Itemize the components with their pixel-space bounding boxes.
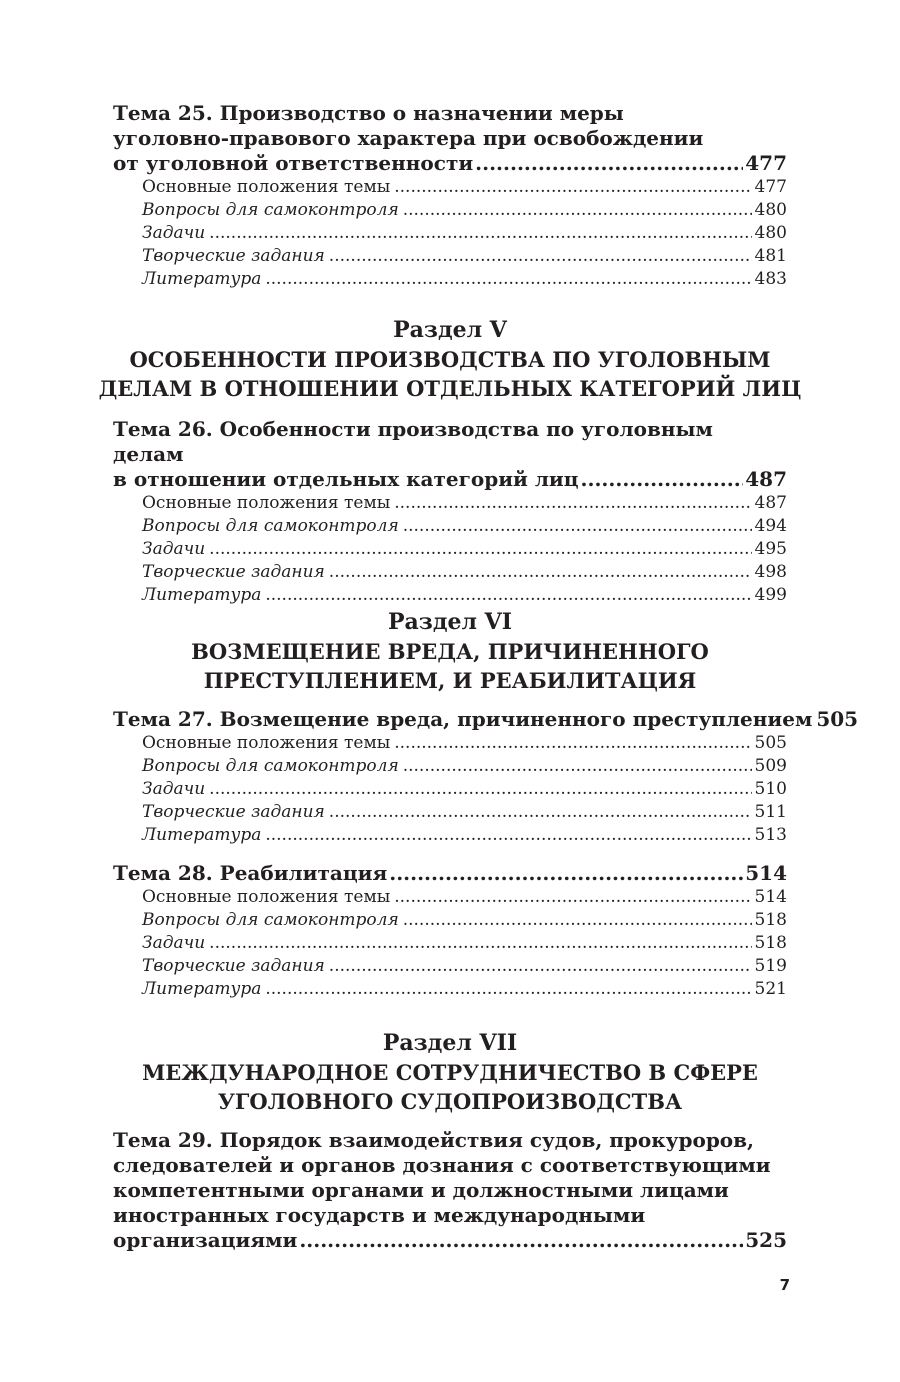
topic-page-number: 514 [745, 861, 787, 885]
section-number: Раздел V [393, 317, 507, 343]
entry-label: Творческие задания [142, 956, 325, 976]
topic-title-line: компетентными органами и должностными лицами [113, 1178, 729, 1202]
toc-entry [113, 932, 787, 955]
toc-entry [113, 199, 787, 222]
entry-page: 514 [754, 887, 787, 907]
section-title-line: ПРЕСТУПЛЕНИЕМ, И РЕАБИЛИТАЦИЯ [203, 668, 697, 693]
section-title-line: УГОЛОВНОГО СУДОПРОИЗВОДСТВА [217, 1089, 683, 1114]
page-number: 7 [779, 1276, 790, 1294]
entry-page: 509 [754, 756, 787, 776]
topic-25 [113, 101, 787, 291]
entry-label: Литература [142, 269, 262, 289]
section-number: Раздел VI [387, 609, 513, 635]
dot-leader [403, 515, 752, 538]
topic-page-number: 505 [816, 707, 859, 731]
dot-leader [403, 199, 752, 222]
topic-title-line: иностранных государств и международными [113, 1203, 646, 1227]
entry-label: Вопросы для самоконтроля [142, 910, 399, 930]
section-title-line: ДЕЛАМ В ОТНОШЕНИИ ОТДЕЛЬНЫХ КАТЕГОРИЙ ЛИЦ [98, 376, 802, 401]
entry-page: 505 [754, 733, 787, 753]
dot-leader [329, 801, 752, 824]
topic-page-number: 487 [745, 467, 787, 491]
topic-28 [113, 861, 787, 1001]
entry-page: 487 [754, 493, 787, 513]
entry-page: 521 [754, 979, 787, 999]
entry-page: 519 [754, 956, 787, 976]
topic-title [113, 861, 787, 886]
dot-leader [265, 978, 751, 1001]
entry-page: 494 [754, 516, 787, 536]
toc-entry [113, 222, 787, 245]
entry-page: 498 [754, 562, 787, 582]
topic-title-line: Тема 29. Порядок взаимодействия судов, прокуроров, [113, 1128, 755, 1152]
section-6-heading [80, 608, 820, 695]
entry-label: Творческие задания [142, 562, 325, 582]
dot-leader [209, 538, 751, 561]
entry-label: Основные положения темы [142, 733, 391, 753]
dot-leader [265, 268, 751, 291]
section-title-line: ОСОБЕННОСТИ ПРОИЗВОДСТВА ПО УГОЛОВНЫМ [129, 347, 771, 372]
topic-title-last-line [113, 467, 787, 492]
topic-title-line: следователей и органов дознания с соответствующими [113, 1153, 771, 1177]
entry-page: 499 [754, 585, 787, 605]
dot-leader [394, 176, 751, 199]
dot-leader [581, 467, 744, 492]
topic-title-last-line [113, 861, 787, 886]
entry-label: Основные положения темы [142, 493, 391, 513]
dot-leader [389, 861, 743, 886]
toc-entry [113, 978, 787, 1001]
dot-leader [209, 222, 751, 245]
dot-leader [209, 778, 751, 801]
entry-label: Основные положения темы [142, 887, 391, 907]
entry-page: 518 [754, 910, 787, 930]
topic-title [113, 1128, 787, 1253]
topic-title-text: в отношении отдельных категорий лиц [113, 467, 579, 491]
topic-page-number: 477 [745, 151, 787, 175]
entry-label: Задачи [142, 933, 206, 953]
topic-title-last-line [113, 1228, 787, 1253]
entry-label: Литература [142, 585, 262, 605]
entry-label: Литература [142, 979, 262, 999]
dot-leader [329, 245, 752, 268]
topic-title-last-line [113, 707, 859, 732]
section-number: Раздел VII [382, 1030, 518, 1056]
entry-page: 511 [754, 802, 787, 822]
dot-leader [403, 755, 752, 778]
toc-entry [113, 909, 787, 932]
dot-leader [265, 584, 751, 607]
toc-entry [113, 886, 787, 909]
toc-entry [113, 245, 787, 268]
entry-page: 513 [754, 825, 787, 845]
entry-page: 483 [754, 269, 787, 289]
entry-label: Творческие задания [142, 802, 325, 822]
dot-leader [394, 732, 751, 755]
entry-page: 477 [754, 177, 787, 197]
topic-title [113, 707, 859, 732]
topic-29 [113, 1128, 787, 1253]
topic-title [113, 101, 787, 176]
entry-label: Вопросы для самоконтроля [142, 200, 399, 220]
toc-entry [113, 176, 787, 199]
dot-leader [209, 932, 751, 955]
toc-entry [113, 492, 787, 515]
topic-27 [113, 707, 859, 847]
topic-title-last-line [113, 151, 787, 176]
entry-label: Вопросы для самоконтроля [142, 516, 399, 536]
toc-entry [113, 732, 787, 755]
topic-title-text: Тема 27. Возмещение вреда, причиненного преступлением [113, 707, 813, 731]
entry-page: 495 [754, 539, 787, 559]
topic-title-text: от уголовной ответственности [113, 151, 474, 175]
toc-entry [113, 515, 787, 538]
entry-page: 510 [754, 779, 787, 799]
toc-entry [113, 561, 787, 584]
entry-label: Задачи [142, 779, 206, 799]
dot-leader [394, 492, 751, 515]
section-7-heading [80, 1029, 820, 1116]
section-title-line: ВОЗМЕЩЕНИЕ ВРЕДА, ПРИЧИНЕННОГО [191, 639, 709, 664]
entry-label: Задачи [142, 223, 206, 243]
topic-title-line: уголовно-правового характера при освобождении [113, 126, 704, 150]
toc-entry [113, 955, 787, 978]
entry-page: 481 [754, 246, 787, 266]
toc-entry [113, 801, 787, 824]
topic-26 [113, 417, 787, 607]
section-title-line: МЕЖДУНАРОДНОЕ СОТРУДНИЧЕСТВО В СФЕРЕ [142, 1060, 758, 1085]
topic-title-line: Тема 26. Особенности производства по уголовным делам [113, 417, 713, 466]
entry-label: Литература [142, 825, 262, 845]
section-5-heading [80, 316, 820, 403]
entry-label: Вопросы для самоконтроля [142, 756, 399, 776]
entry-label: Задачи [142, 539, 206, 559]
entry-page: 518 [754, 933, 787, 953]
toc-entry [113, 268, 787, 291]
topic-title [113, 417, 787, 492]
toc-entry [113, 778, 787, 801]
topic-page-number: 525 [745, 1228, 787, 1252]
toc-entry [113, 824, 787, 847]
dot-leader [265, 824, 751, 847]
entry-label: Творческие задания [142, 246, 325, 266]
topic-title-line: Тема 25. Производство о назначении меры [113, 101, 624, 125]
toc-entry [113, 538, 787, 561]
dot-leader [299, 1228, 743, 1253]
entry-page: 480 [754, 200, 787, 220]
dot-leader [394, 886, 751, 909]
entry-label: Основные положения темы [142, 177, 391, 197]
toc-entry [113, 755, 787, 778]
topic-title-text: организациями [113, 1228, 298, 1252]
dot-leader [329, 955, 752, 978]
dot-leader [475, 151, 743, 176]
topic-title-text: Тема 28. Реабилитация [113, 861, 388, 885]
toc-entry [113, 584, 787, 607]
dot-leader [329, 561, 752, 584]
entry-page: 480 [754, 223, 787, 243]
dot-leader [403, 909, 752, 932]
